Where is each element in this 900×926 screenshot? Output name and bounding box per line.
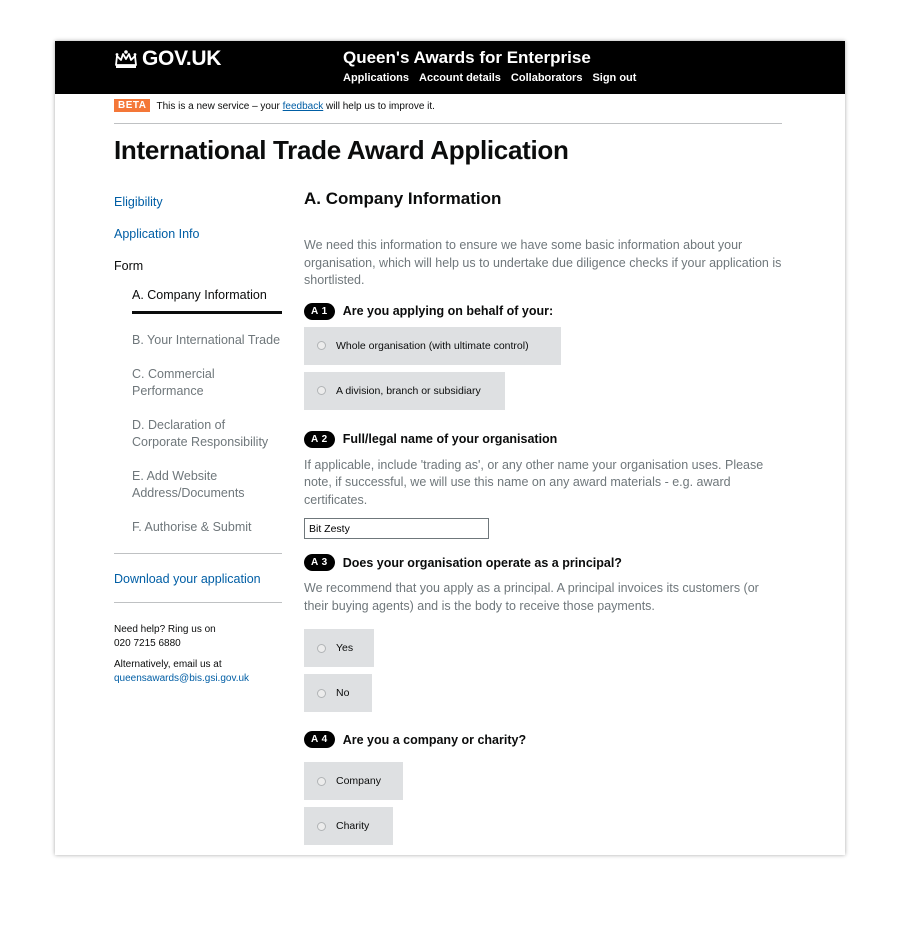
- nav-applications[interactable]: Applications: [343, 72, 410, 84]
- question-label: Does your organisation operate as a principal?: [342, 555, 622, 570]
- question-hint: We recommend that you apply as a principal. A principal invoices its customers (or their buying agents) and is the body to receive those payments.: [304, 581, 759, 613]
- radio-no[interactable]: [304, 674, 372, 712]
- step-international-trade[interactable]: B. Your International Trade: [132, 333, 281, 347]
- feedback-link[interactable]: feedback: [282, 101, 324, 112]
- question-badge: A 2: [304, 431, 335, 448]
- download-application-link[interactable]: Download your application: [114, 572, 261, 586]
- radio-group-a1: [304, 320, 561, 410]
- radio-division-branch[interactable]: [304, 372, 505, 410]
- question-label: Full/legal name of your organisation: [342, 432, 558, 446]
- radio-button-icon[interactable]: [317, 644, 326, 653]
- question-a4: [304, 731, 784, 748]
- step-declaration[interactable]: D. Declaration of Corporate Responsibility: [132, 418, 269, 449]
- radio-button-icon[interactable]: [317, 689, 326, 698]
- help-email-block: [114, 658, 282, 686]
- radio-button-icon[interactable]: [317, 822, 326, 831]
- radio-group-a4: [304, 755, 403, 845]
- question-label: Are you a company or charity?: [342, 732, 527, 747]
- radio-label: No: [336, 687, 350, 699]
- browser-page: [55, 41, 845, 855]
- sidebar-form-label: Form: [114, 259, 144, 273]
- section-intro: We need this information to ensure we have some basic information about your organisation, which will help us to undertake due diligence checks if your application is shortlisted.: [304, 238, 782, 287]
- radio-button-icon[interactable]: [317, 777, 326, 786]
- radio-company[interactable]: [304, 762, 403, 800]
- radio-label: Whole organisation (with ultimate control): [336, 339, 529, 352]
- question-badge: A 4: [304, 731, 335, 748]
- help-email-label: Alternatively, email us at: [114, 659, 222, 670]
- site-header: [55, 41, 845, 94]
- beta-tag: BETA: [114, 99, 150, 112]
- sidebar-link-application-info[interactable]: Application Info: [114, 227, 200, 241]
- crown-icon: [114, 49, 138, 69]
- radio-label: Charity: [336, 820, 370, 832]
- question-a3: [304, 554, 784, 571]
- organisation-name-input[interactable]: [304, 518, 489, 539]
- radio-label: A division, branch or subsidiary: [336, 384, 481, 397]
- form-steps: [132, 287, 282, 536]
- help-phone-block: [114, 623, 282, 651]
- question-hint: If applicable, include 'trading as', or any other name your organisation uses. Please note, if successful, we will use this name on any award materials - e.g. award certificates.: [304, 457, 764, 507]
- govuk-logo[interactable]: [114, 47, 221, 71]
- beta-banner: [114, 99, 782, 124]
- sidebar-divider: [114, 553, 282, 554]
- sidebar-divider: [114, 602, 282, 603]
- nav-sign-out[interactable]: Sign out: [592, 72, 637, 84]
- step-authorise-submit[interactable]: F. Authorise & Submit: [132, 520, 252, 534]
- step-commercial-performance[interactable]: C. Commercial Performance: [132, 367, 215, 398]
- sidebar: [114, 195, 282, 686]
- help-phone-number: 020 7215 6880: [114, 638, 181, 649]
- beta-message: [156, 99, 434, 112]
- radio-button-icon[interactable]: [317, 386, 326, 395]
- service-name[interactable]: Queen's Awards for Enterprise: [343, 48, 591, 67]
- page-title: International Trade Award Application: [114, 135, 569, 165]
- step-company-information[interactable]: A. Company Information: [132, 287, 282, 314]
- question-a2: [304, 431, 784, 448]
- beta-text-after: will help us to improve it.: [326, 101, 435, 112]
- question-label: Are you applying on behalf of your:: [342, 304, 554, 318]
- radio-group-a3: [304, 622, 374, 712]
- question-badge: A 3: [304, 554, 335, 571]
- radio-yes[interactable]: [304, 629, 374, 667]
- nav-account-details[interactable]: Account details: [419, 72, 501, 84]
- step-add-website[interactable]: E. Add Website Address/Documents: [132, 469, 245, 500]
- main-content: [304, 189, 784, 845]
- beta-text-before: This is a new service – your: [156, 101, 280, 112]
- header-nav: [343, 72, 636, 84]
- help-email-link[interactable]: queensawards@bis.gsi.gov.uk: [114, 673, 250, 684]
- sidebar-link-eligibility[interactable]: Eligibility: [114, 195, 163, 209]
- question-a1: [304, 303, 784, 320]
- radio-label: Company: [336, 775, 381, 787]
- radio-button-icon[interactable]: [317, 341, 326, 350]
- radio-whole-organisation[interactable]: [304, 327, 561, 365]
- nav-collaborators[interactable]: Collaborators: [510, 72, 583, 84]
- logo-text: GOV.UK: [142, 47, 222, 70]
- help-phone-label: Need help? Ring us on: [114, 624, 216, 635]
- section-heading: A. Company Information: [304, 189, 502, 208]
- radio-label: Yes: [336, 642, 354, 654]
- radio-charity[interactable]: [304, 807, 393, 845]
- question-badge: A 1: [304, 303, 335, 320]
